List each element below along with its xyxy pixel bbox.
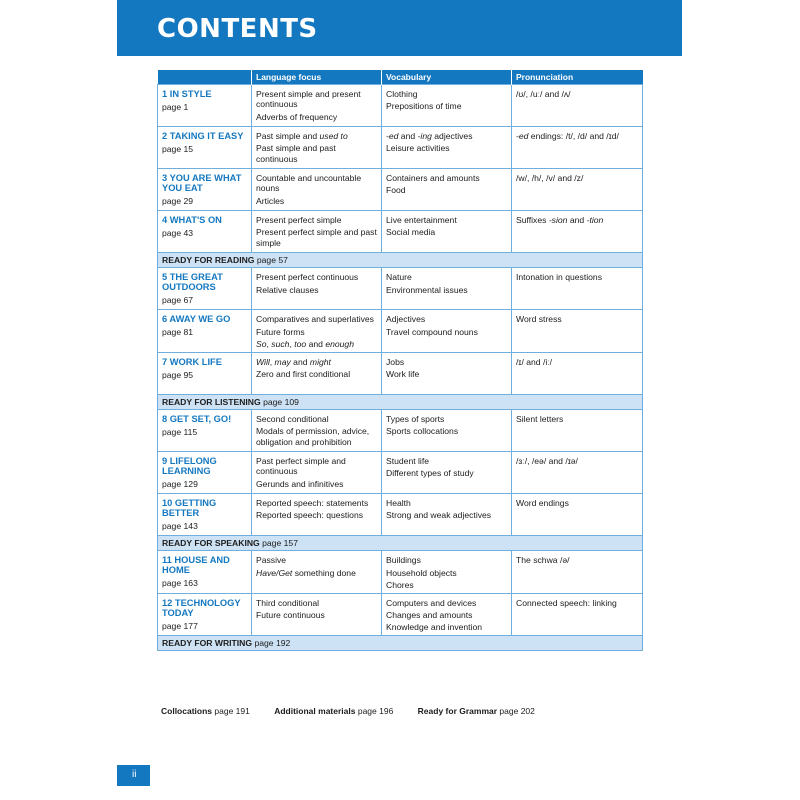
cell-line: Modals of permission, advice, obligation and prohibition xyxy=(256,426,370,447)
unit-title: 12 TECHNOLOGY TODAY xyxy=(162,597,241,618)
pronunciation-cell xyxy=(512,268,643,310)
ready-page: page 192 xyxy=(254,637,291,648)
vocabulary-cell xyxy=(382,593,512,635)
ready-row xyxy=(158,635,643,650)
page-number: ii xyxy=(132,769,137,780)
language-cell xyxy=(252,211,382,253)
cell-line: Reported speech: questions xyxy=(256,510,364,521)
unit-cell xyxy=(158,169,252,211)
ready-page: page 109 xyxy=(263,396,299,407)
cell-line: Intonation in questions xyxy=(516,272,603,283)
unit-cell xyxy=(158,410,252,452)
cell-line: Have/Get something done xyxy=(256,567,356,578)
cell-line: Present perfect simple xyxy=(256,215,342,225)
unit-page: page 177 xyxy=(162,620,198,631)
vocabulary-cell xyxy=(382,169,512,211)
cell-line: Passive xyxy=(256,555,287,566)
pronunciation-cell xyxy=(512,127,643,169)
ready-cell xyxy=(158,635,643,650)
cell-line: Social media xyxy=(386,227,436,238)
pronunciation-cell xyxy=(512,211,643,253)
page-title: CONTENTS xyxy=(157,14,318,44)
language-cell xyxy=(252,410,382,452)
language-cell xyxy=(252,494,382,536)
unit-cell xyxy=(158,211,252,253)
cell-line: Future forms xyxy=(256,326,305,337)
cell-line: Sports collocations xyxy=(386,426,459,437)
ready-cell xyxy=(158,394,643,409)
unit-cell xyxy=(158,310,252,352)
cell-line: Clothing xyxy=(386,89,418,99)
unit-row xyxy=(158,410,643,452)
language-cell xyxy=(252,551,382,593)
cell-line: So, such, too and enough xyxy=(256,339,354,350)
page-number-box xyxy=(117,765,150,786)
cell-line: Suffixes -sion and -tion xyxy=(516,215,604,225)
cell-line: Word endings xyxy=(516,498,569,509)
vocabulary-cell xyxy=(382,452,512,494)
pronunciation-cell xyxy=(512,352,643,394)
cell-line: Leisure activities xyxy=(386,143,450,154)
cell-line: Prepositions of time xyxy=(386,101,462,112)
cell-line: Past simple and used to xyxy=(256,131,348,141)
unit-cell xyxy=(158,593,252,635)
header-vocabulary: Vocabulary xyxy=(382,70,512,85)
cell-line: Relative clauses xyxy=(256,284,319,295)
cell-line: Connected speech: linking xyxy=(516,597,617,608)
language-cell xyxy=(252,85,382,127)
footer-references xyxy=(161,706,557,716)
cell-line: Gerunds and infinitives xyxy=(256,478,344,489)
cell-line: Adverbs of frequency xyxy=(256,111,338,122)
vocabulary-cell xyxy=(382,127,512,169)
unit-cell xyxy=(158,85,252,127)
unit-page: page 129 xyxy=(162,479,198,490)
unit-row xyxy=(158,494,643,536)
unit-title: 3 YOU ARE WHAT YOU EAT xyxy=(162,173,242,193)
cell-line: Comparatives and superlatives xyxy=(256,314,374,325)
vocabulary-cell xyxy=(382,268,512,310)
cell-line: Work life xyxy=(386,369,420,380)
unit-cell xyxy=(158,551,252,593)
language-cell xyxy=(252,452,382,494)
cell-line: Third conditional xyxy=(256,597,320,608)
ready-page: page 157 xyxy=(262,538,298,549)
ready-row xyxy=(158,394,643,409)
unit-title: 11 HOUSE AND HOME xyxy=(162,555,230,576)
ready-page: page 57 xyxy=(256,255,288,265)
header-language-focus: Language focus xyxy=(252,70,382,85)
language-cell xyxy=(252,352,382,394)
cell-line: Travel compound nouns xyxy=(386,326,478,337)
cell-line: Past simple and past continuous xyxy=(256,143,336,164)
language-cell xyxy=(252,268,382,310)
unit-title: 6 AWAY WE GO xyxy=(162,314,231,325)
cell-line: Future continuous xyxy=(256,610,325,621)
unit-row xyxy=(158,452,643,494)
vocabulary-cell xyxy=(382,211,512,253)
pronunciation-cell xyxy=(512,410,643,452)
unit-title: 1 IN STYLE xyxy=(162,89,212,99)
language-cell xyxy=(252,127,382,169)
cell-line: Knowledge and invention xyxy=(386,622,483,633)
unit-title: 8 GET SET, GO! xyxy=(162,414,232,425)
cell-line: The schwa /ə/ xyxy=(516,555,570,566)
unit-cell xyxy=(158,452,252,494)
ready-label: READY FOR WRITING xyxy=(162,637,253,648)
cell-line: Health xyxy=(386,498,411,509)
unit-row xyxy=(158,127,643,169)
unit-title: 5 THE GREAT OUTDOORS xyxy=(162,272,223,293)
vocabulary-cell xyxy=(382,410,512,452)
footer-item: Additional materials page 196 xyxy=(274,706,394,716)
cell-line: Environmental issues xyxy=(386,284,468,295)
cell-line: -ed and -ing adjectives xyxy=(386,131,473,141)
cell-line: Past perfect simple and continuous xyxy=(256,456,346,477)
cell-line: Live entertainment xyxy=(386,215,457,225)
cell-line: Adjectives xyxy=(386,314,426,325)
vocabulary-cell xyxy=(382,494,512,536)
pronunciation-cell xyxy=(512,169,643,211)
pronunciation-cell xyxy=(512,593,643,635)
unit-page: page 81 xyxy=(162,327,194,338)
unit-page: page 43 xyxy=(162,228,194,238)
cell-line: Containers and amounts xyxy=(386,173,480,183)
cell-line: Word stress xyxy=(516,314,562,325)
unit-page: page 95 xyxy=(162,369,194,380)
unit-row xyxy=(158,211,643,253)
ready-row xyxy=(158,536,643,551)
header-unit xyxy=(158,70,252,85)
cell-line: Nature xyxy=(386,272,412,283)
language-cell xyxy=(252,310,382,352)
footer-item: Ready for Grammar page 202 xyxy=(417,706,535,716)
contents-table xyxy=(157,70,643,651)
cell-line: Changes and amounts xyxy=(386,610,473,621)
ready-label: READY FOR SPEAKING xyxy=(162,538,260,549)
pronunciation-cell xyxy=(512,551,643,593)
vocabulary-cell xyxy=(382,85,512,127)
unit-title: 4 WHAT'S ON xyxy=(162,215,222,225)
pronunciation-cell xyxy=(512,85,643,127)
cell-line: Articles xyxy=(256,195,285,206)
cell-line: -ed endings: /t/, /d/ and /ɪd/ xyxy=(516,131,619,141)
cell-line: /ʊ/, /uː/ and /ʌ/ xyxy=(516,89,571,99)
cell-line: Household objects xyxy=(386,567,457,578)
cell-line: Food xyxy=(386,185,406,196)
unit-title: 7 WORK LIFE xyxy=(162,356,222,367)
unit-page: page 163 xyxy=(162,578,198,589)
cell-line: Strong and weak adjectives xyxy=(386,510,492,521)
unit-page: page 143 xyxy=(162,521,198,532)
unit-row xyxy=(158,85,643,127)
pronunciation-cell xyxy=(512,452,643,494)
vocabulary-cell xyxy=(382,352,512,394)
pronunciation-cell xyxy=(512,310,643,352)
cell-line: /ɜː/, /eə/ and /ɪə/ xyxy=(516,456,578,467)
footer-item: Collocations page 191 xyxy=(161,706,250,716)
cell-line: /ɪ/ and /iː/ xyxy=(516,356,553,367)
vocabulary-cell xyxy=(382,310,512,352)
cell-line: Zero and first conditional xyxy=(256,369,351,380)
table-body xyxy=(158,85,643,651)
unit-row xyxy=(158,551,643,593)
ready-label: READY FOR READING xyxy=(162,255,255,265)
ready-cell xyxy=(158,253,643,268)
unit-row xyxy=(158,352,643,394)
cell-line: Student life xyxy=(386,456,429,467)
unit-title: 9 LIFELONG LEARNING xyxy=(162,456,217,477)
unit-page: page 115 xyxy=(162,427,198,438)
ready-cell xyxy=(158,536,643,551)
unit-page: page 15 xyxy=(162,144,194,154)
cell-line: Present perfect continuous xyxy=(256,272,359,283)
unit-cell xyxy=(158,494,252,536)
unit-row xyxy=(158,593,643,635)
title-banner xyxy=(117,0,682,56)
cell-line: Silent letters xyxy=(516,414,564,425)
language-cell xyxy=(252,169,382,211)
ready-label: READY FOR LISTENING xyxy=(162,396,261,407)
cell-line: Computers and devices xyxy=(386,597,477,608)
cell-line: Countable and uncountable nouns xyxy=(256,173,362,194)
ready-row xyxy=(158,253,643,268)
language-cell xyxy=(252,593,382,635)
unit-cell xyxy=(158,352,252,394)
cell-line: Second conditional xyxy=(256,414,329,425)
cell-line: Present simple and present continuous xyxy=(256,89,361,110)
cell-line: Buildings xyxy=(386,555,421,566)
vocabulary-cell xyxy=(382,551,512,593)
unit-cell xyxy=(158,127,252,169)
unit-page: page 67 xyxy=(162,295,194,306)
cell-line: Present perfect simple and past simple xyxy=(256,227,377,248)
unit-page: page 1 xyxy=(162,102,189,112)
unit-row xyxy=(158,169,643,211)
header-pronunciation: Pronunciation xyxy=(512,70,643,85)
cell-line: Types of sports xyxy=(386,414,445,425)
cell-line: Will, may and might xyxy=(256,356,331,367)
cell-line: Different types of study xyxy=(386,468,474,479)
unit-row xyxy=(158,310,643,352)
cell-line: Chores xyxy=(386,580,414,591)
table-header-row xyxy=(158,70,643,85)
unit-row xyxy=(158,268,643,310)
pronunciation-cell xyxy=(512,494,643,536)
unit-title: 2 TAKING IT EASY xyxy=(162,131,244,141)
unit-cell xyxy=(158,268,252,310)
cell-line: /w/, /h/, /v/ and /z/ xyxy=(516,173,584,183)
unit-title: 10 GETTING BETTER xyxy=(162,498,217,519)
cell-line: Reported speech: statements xyxy=(256,498,369,509)
cell-line: Jobs xyxy=(386,356,405,367)
unit-page: page 29 xyxy=(162,196,194,206)
